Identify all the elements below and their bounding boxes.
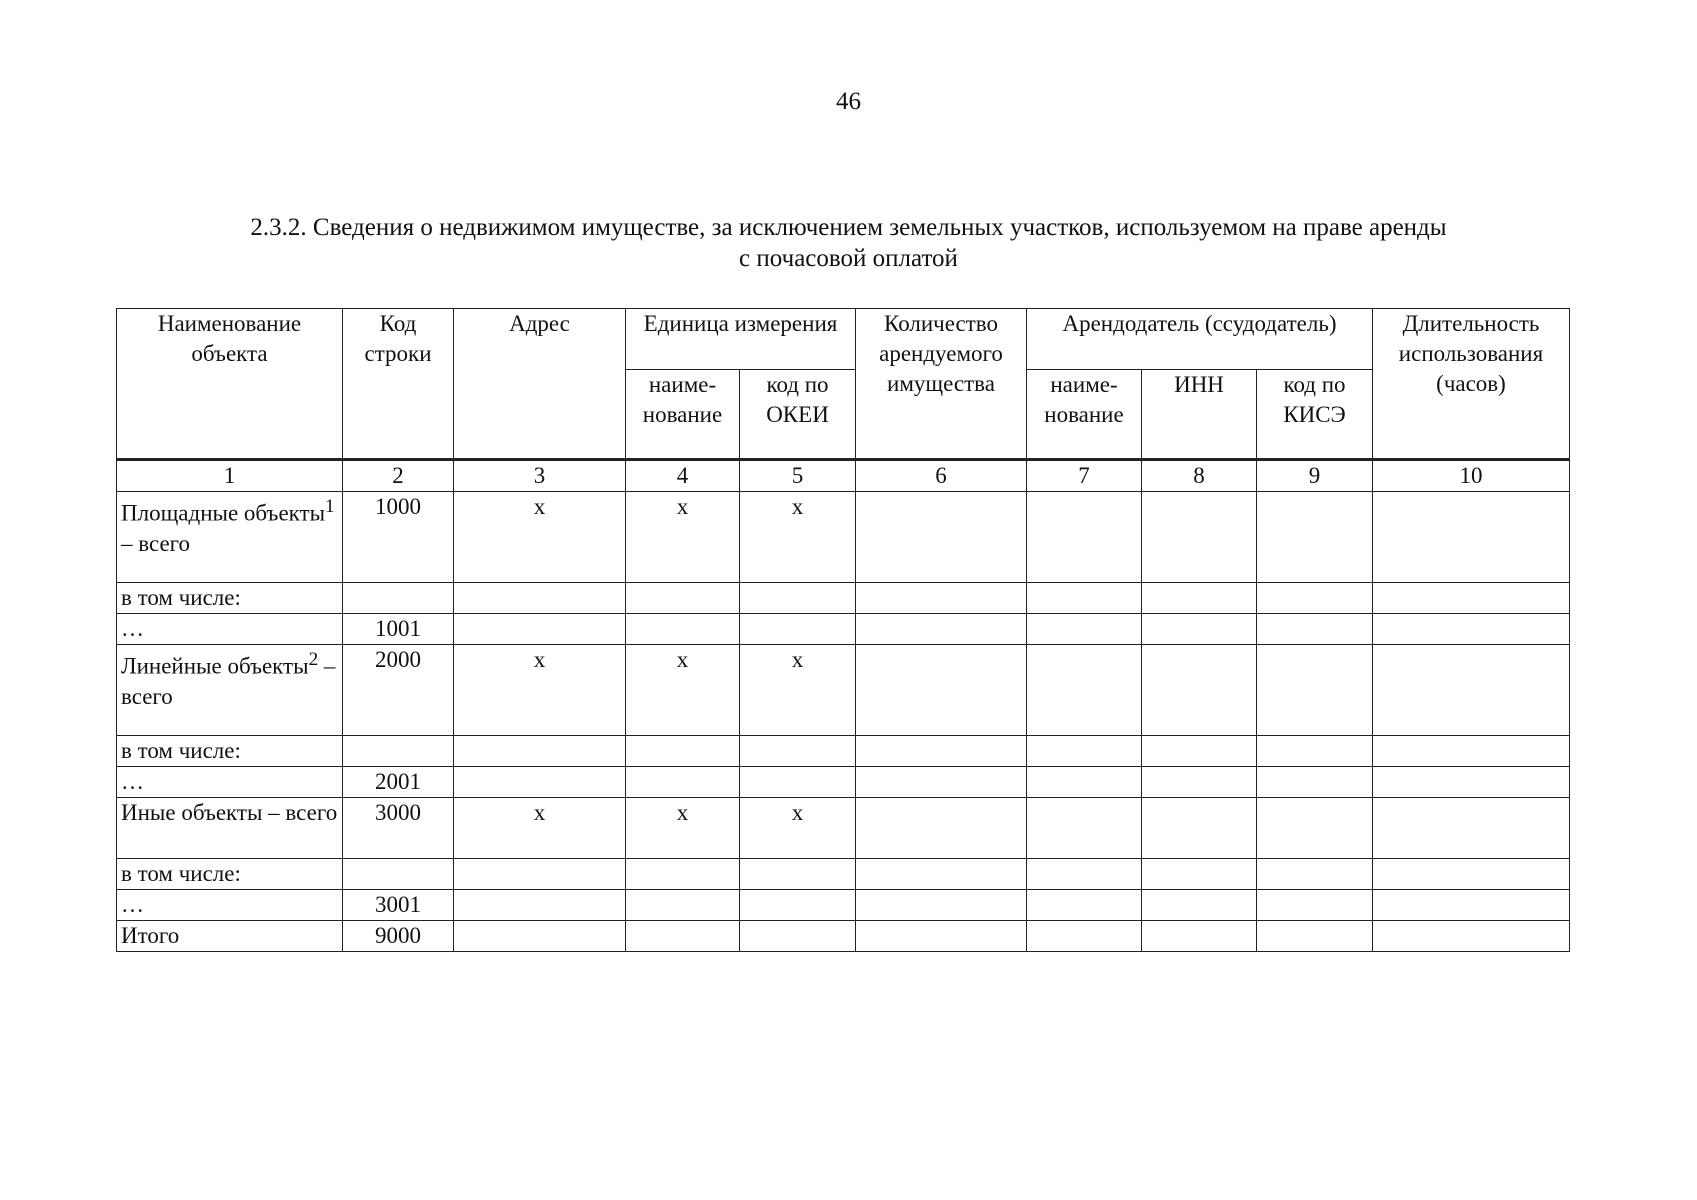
cell-lessor-code (1257, 645, 1373, 736)
rented-property-table (116, 308, 1570, 952)
cell-unit-name (626, 859, 740, 890)
column-number: 7 (1027, 460, 1142, 492)
cell-lessor-name (1027, 921, 1142, 952)
table-row (117, 614, 1570, 645)
cell-duration (1373, 492, 1570, 583)
cell-duration (1373, 921, 1570, 952)
cell-lessor-inn (1142, 736, 1257, 767)
cell-lessor-code (1257, 583, 1373, 614)
cell-unit-name: x (626, 645, 740, 736)
column-number: 8 (1142, 460, 1257, 492)
cell-lessor-name (1027, 492, 1142, 583)
table-row (117, 798, 1570, 859)
cell-lessor-inn (1142, 890, 1257, 921)
cell-quantity (856, 583, 1027, 614)
cell-unit-code: x (740, 492, 856, 583)
cell-duration (1373, 614, 1570, 645)
table-row (117, 583, 1570, 614)
cell-lessor-inn (1142, 614, 1257, 645)
cell-lessor-name (1027, 798, 1142, 859)
header-lessor: Арендодатель (ссудодатель) (1027, 309, 1373, 370)
row-name: Итого (117, 921, 343, 952)
cell-unit-code (740, 583, 856, 614)
cell-unit-name (626, 736, 740, 767)
cell-address (454, 614, 626, 645)
cell-lessor-name (1027, 890, 1142, 921)
page-number: 46 (836, 88, 861, 115)
header-object-name: Наименование объекта (117, 309, 343, 460)
row-code (343, 583, 454, 614)
cell-unit-name: x (626, 492, 740, 583)
header-address: Адрес (454, 309, 626, 460)
column-number: 9 (1257, 460, 1373, 492)
cell-lessor-inn (1142, 859, 1257, 890)
cell-quantity (856, 921, 1027, 952)
column-number: 4 (626, 460, 740, 492)
cell-unit-code (740, 859, 856, 890)
header-lessor-code: код по КИСЭ (1257, 370, 1373, 460)
header-lessor-name: наиме-нование (1027, 370, 1142, 460)
cell-quantity (856, 492, 1027, 583)
column-number: 10 (1373, 460, 1570, 492)
cell-lessor-inn (1142, 921, 1257, 952)
row-name: Площадные объекты$^1$ – всего (117, 492, 343, 583)
table-row-total (117, 921, 1570, 952)
header-row-code: Код строки (343, 309, 454, 460)
table-row (117, 859, 1570, 890)
row-name: в том числе: (117, 736, 343, 767)
row-name: в том числе: (117, 583, 343, 614)
table-row (117, 767, 1570, 798)
cell-address (454, 921, 626, 952)
cell-unit-name (626, 921, 740, 952)
cell-lessor-name (1027, 614, 1142, 645)
cell-duration (1373, 583, 1570, 614)
cell-quantity (856, 736, 1027, 767)
cell-lessor-name (1027, 736, 1142, 767)
cell-lessor-code (1257, 736, 1373, 767)
cell-lessor-inn (1142, 798, 1257, 859)
cell-duration (1373, 645, 1570, 736)
section-title-line-2: с почасовой оплатой (739, 245, 958, 272)
row-code: 3000 (343, 798, 454, 859)
cell-duration (1373, 890, 1570, 921)
row-name: … (117, 890, 343, 921)
header-unit-name: наиме-нование (626, 370, 740, 460)
cell-duration (1373, 798, 1570, 859)
cell-unit-code (740, 736, 856, 767)
column-number: 6 (856, 460, 1027, 492)
cell-quantity (856, 614, 1027, 645)
cell-quantity (856, 767, 1027, 798)
cell-address: x (454, 492, 626, 583)
column-number: 5 (740, 460, 856, 492)
header-quantity: Количество арендуемого имущества (856, 309, 1027, 460)
cell-unit-name (626, 890, 740, 921)
cell-address (454, 890, 626, 921)
row-name: … (117, 614, 343, 645)
row-name: Линейные объекты$^2$ – всего (117, 645, 343, 736)
cell-unit-code (740, 767, 856, 798)
cell-address (454, 767, 626, 798)
cell-lessor-inn (1142, 492, 1257, 583)
header-unit: Единица измерения (626, 309, 856, 370)
row-code (343, 859, 454, 890)
cell-lessor-code (1257, 921, 1373, 952)
section-title (150, 212, 1547, 274)
cell-lessor-code (1257, 890, 1373, 921)
cell-unit-name: x (626, 798, 740, 859)
table-row (117, 890, 1570, 921)
cell-unit-name (626, 583, 740, 614)
cell-address (454, 736, 626, 767)
header-duration: Длительность использования (часов) (1373, 309, 1570, 460)
row-code: 1001 (343, 614, 454, 645)
cell-lessor-name (1027, 767, 1142, 798)
cell-lessor-code (1257, 859, 1373, 890)
column-number: 2 (343, 460, 454, 492)
column-number: 3 (454, 460, 626, 492)
column-number: 1 (117, 460, 343, 492)
cell-duration (1373, 767, 1570, 798)
row-code: 2001 (343, 767, 454, 798)
row-name: Иные объекты – всего (117, 798, 343, 859)
cell-lessor-name (1027, 645, 1142, 736)
header-unit-code: код по ОКЕИ (740, 370, 856, 460)
cell-unit-code: x (740, 798, 856, 859)
cell-lessor-code (1257, 614, 1373, 645)
cell-lessor-name (1027, 859, 1142, 890)
row-name: в том числе: (117, 859, 343, 890)
row-code: 3001 (343, 890, 454, 921)
table-row (117, 492, 1570, 583)
cell-unit-name (626, 767, 740, 798)
cell-quantity (856, 645, 1027, 736)
cell-quantity (856, 798, 1027, 859)
cell-lessor-code (1257, 798, 1373, 859)
cell-quantity (856, 859, 1027, 890)
cell-lessor-name (1027, 583, 1142, 614)
cell-unit-name (626, 614, 740, 645)
cell-lessor-code (1257, 492, 1373, 583)
cell-unit-code: x (740, 645, 856, 736)
cell-unit-code (740, 921, 856, 952)
table-row (117, 645, 1570, 736)
cell-address: x (454, 798, 626, 859)
cell-address (454, 583, 626, 614)
cell-lessor-code (1257, 767, 1373, 798)
cell-lessor-inn (1142, 645, 1257, 736)
column-number-row (117, 460, 1570, 492)
cell-duration (1373, 859, 1570, 890)
table-row (117, 736, 1570, 767)
cell-unit-code (740, 890, 856, 921)
row-code: 2000 (343, 645, 454, 736)
row-code (343, 736, 454, 767)
cell-address: x (454, 645, 626, 736)
row-code: 1000 (343, 492, 454, 583)
cell-duration (1373, 736, 1570, 767)
cell-address (454, 859, 626, 890)
row-name: … (117, 767, 343, 798)
cell-lessor-inn (1142, 767, 1257, 798)
cell-unit-code (740, 614, 856, 645)
row-code: 9000 (343, 921, 454, 952)
section-title-line-1: 2.3.2. Сведения о недвижимом имуществе, за исключением земельных участков, используемом на праве аренды (250, 214, 1447, 241)
header-lessor-inn: ИНН (1142, 370, 1257, 460)
cell-lessor-inn (1142, 583, 1257, 614)
cell-quantity (856, 890, 1027, 921)
